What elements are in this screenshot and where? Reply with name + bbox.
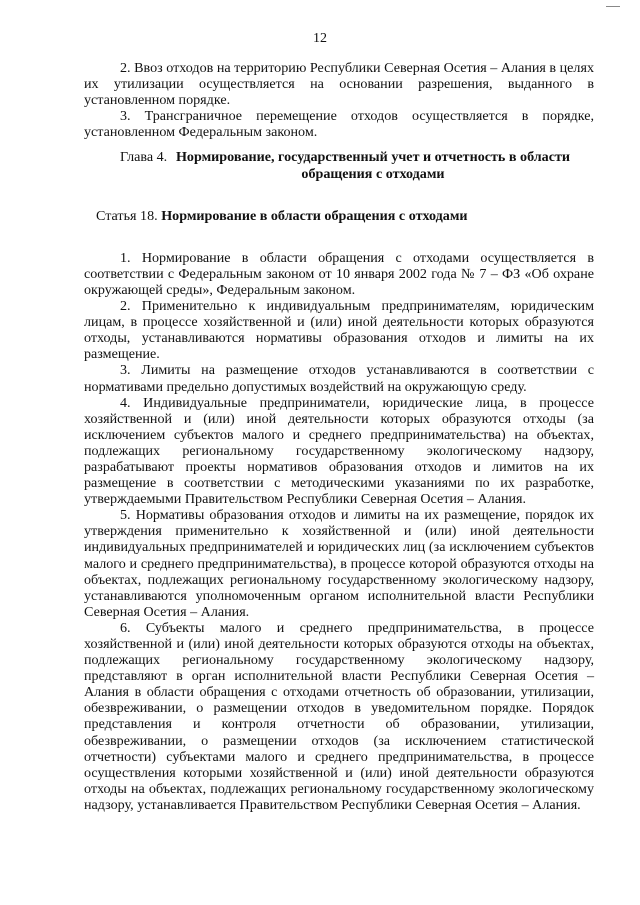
article-paragraph-2: 2. Применительно к индивидуальным предпринимателям, юридическим лицам, в процессе хозяйственной и (или) иной деятельности которых образуются отходы, устанавливаются нормативы образования отходов и лимиты на их размещение.	[84, 298, 594, 363]
paragraph-transboundary: 3. Трансграничное перемещение отходов осуществляется в порядке, установленном Федеральным законом.	[84, 108, 594, 141]
article-paragraph-4: 4. Индивидуальные предприниматели, юридические лица, в процессе хозяйственной и (или) иной деятельности которых образуются отходы (за исключением субъектов малого и среднего предпринимательства) на объектах, подлежащих региональному государственному экологическому надзору, разрабатывают проекты нормативов образования отходов и лимитов на их размещение в соответствии с методическими указаниями по их разработке, утверждаемыми Правительством Республики Северная Осетия – Алания.	[84, 394, 594, 508]
chapter-title: Нормирование, государственный учет и отчетность в области обращения с отходами	[175, 149, 571, 182]
article-title: Нормирование в области обращения с отходами	[161, 207, 468, 224]
page-number: 12	[313, 31, 327, 46]
article-heading	[84, 208, 594, 224]
article-paragraph-5: 5. Нормативы образования отходов и лимиты на их размещение, порядок их утверждения применительно к хозяйственной и (или) иной деятельности индивидуальных предпринимателей и юридических лиц (за исключением субъектов малого и среднего предпринимательства), в процессе которой образуются отходы на объектах, подлежащих региональному государственному экологическому надзору, устанавливаются уполномоченным органом исполнительной власти Республики Северная Осетия – Алания.	[84, 507, 594, 620]
document-body	[84, 60, 594, 813]
chapter-label: Глава 4.	[120, 149, 168, 166]
article-label: Статья 18.	[96, 207, 158, 224]
paragraph-import-waste: 2. Ввоз отходов на территорию Республики Северная Осетия – Алания в целях их утилизации осуществляется на основании разрешения, выданного в установленном порядке.	[84, 60, 594, 109]
article-paragraph-6: 6. Субъекты малого и среднего предпринимательства, в процессе хозяйственной и (или) иной деятельности которых образуются отходы на объектах, подлежащих региональному государственному экологическому надзору, представляют в орган исполнительной власти Республики Северная Осетия – Алания в области обращения с отходами отчетность об образовании, утилизации, обезвреживании, о размещении отходов в уведомительном порядке. Порядок представления и контроля отчетности об образовании, утилизации, обезвреживании, о размещении отходов (за исключением статистической отчетности) субъектами малого и среднего предпринимательства, в процессе осуществления которыми хозяйственной и (или) иной деятельности образуются отходы на объектах, подлежащих региональному государственному экологическому надзору, устанавливается Правительством Республики Северная Осетия – Алания.	[84, 619, 594, 813]
article-paragraph-3: 3. Лимиты на размещение отходов устанавливаются в соответствии с нормативами предельно допустимых воздействий на окружающую среду.	[84, 362, 594, 395]
chapter-heading	[84, 149, 594, 181]
article-paragraph-1: 1. Нормирование в области обращения с отходами осуществляется в соответствии с Федеральным законом от 10 января 2002 года № 7 – ФЗ «Об охране окружающей среды», Федеральным законом.	[84, 249, 594, 298]
scan-edge-mark	[606, 0, 620, 7]
